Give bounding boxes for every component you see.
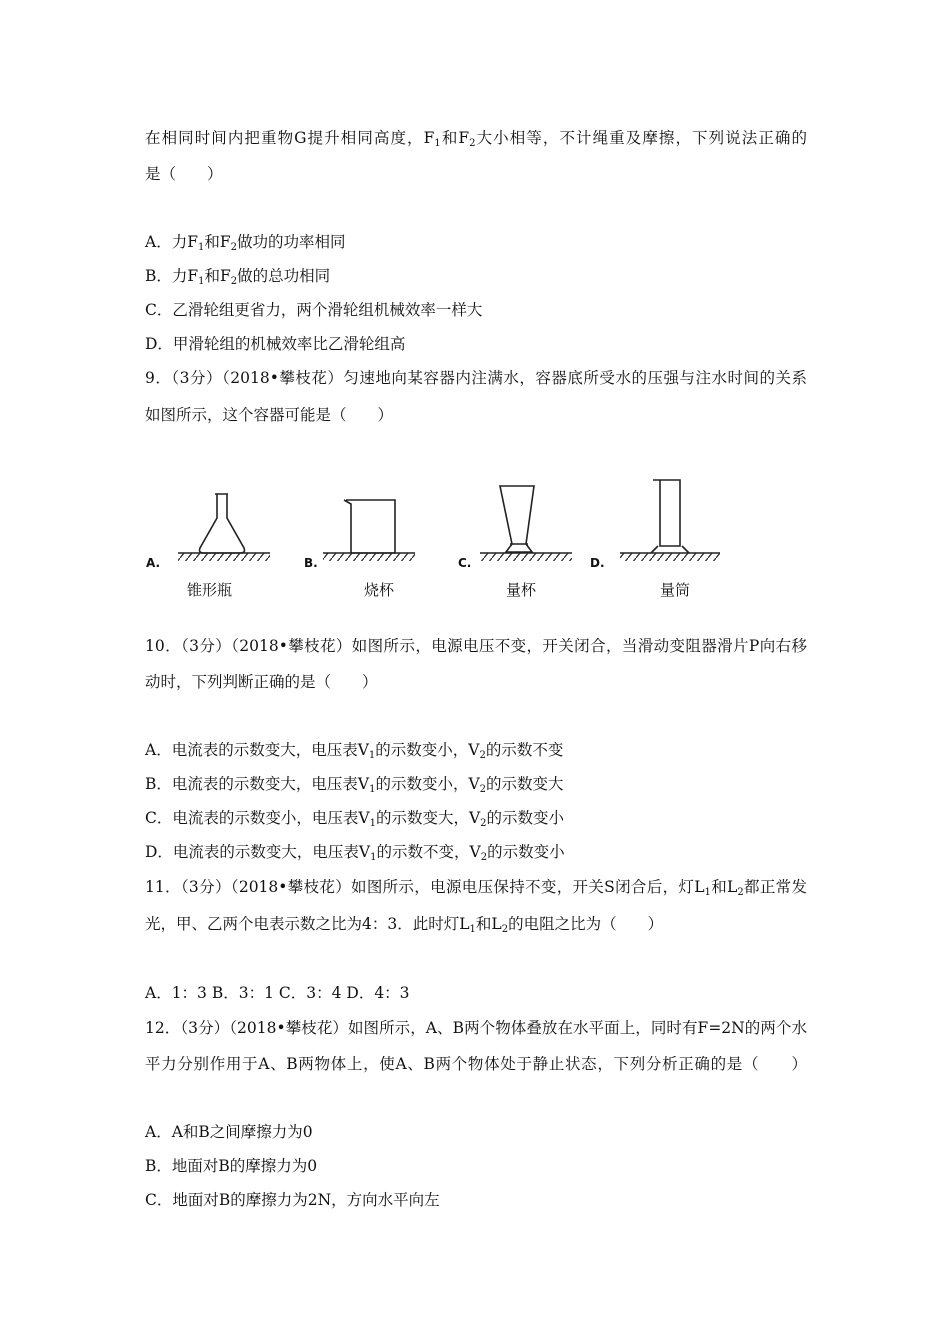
graduated-cylinder-icon: [620, 480, 720, 561]
option-label-c: C.: [458, 556, 472, 570]
conical-flask-icon: [178, 494, 270, 561]
q12-option-c: C．地面对B的摩擦力为2N，方向水平向左: [145, 1191, 440, 1209]
q8-option-c: C．乙滑轮组更省力，两个滑轮组机械效率一样大: [145, 301, 483, 319]
q12-option-b: B．地面对B的摩擦力为0: [145, 1157, 318, 1175]
q10-stem-line2: 动时，下列判断正确的是（ ）: [145, 673, 378, 691]
option-label-d: D.: [590, 556, 605, 570]
q8-option-b: B．力$F_1$和$F_2$做的总功相同: [145, 267, 331, 287]
q8-option-a: A．力$F_1$和$F_2$做功的功率相同: [145, 233, 346, 253]
q11-stem-line1: 11．（3分）（2018•攀枝花）如图所示，电源电压保持不变，开关S闭合后，灯$L_1$和$L_2$都正常发: [145, 878, 807, 898]
q9-stem-line1: 9．（3分）（2018•攀枝花）匀速地向某容器内注满水，容器底所受水的压强与注水时间的关系: [145, 369, 807, 387]
q8-stem-line1: 在相同时间内把重物G提升相同高度，$F_1$和$F_2$大小相等，不计绳重及摩擦，下列说法正确的: [145, 129, 807, 149]
q8-option-d: D．甲滑轮组的机械效率比乙滑轮组高: [145, 335, 406, 353]
q12-stem-line1: 12．（3分）（2018•攀枝花）如图所示，A、B两个物体叠放在水平面上，同时有F=2N的两个水: [145, 1019, 807, 1037]
caption-graduated-cylinder: 量筒: [660, 581, 691, 599]
q10-option-a: A．电流表的示数变大，电压表$V_1$的示数变小，$V_2$的示数不变: [145, 741, 564, 761]
caption-measuring-cup: 量杯: [506, 581, 537, 599]
caption-conical-flask: 锥形瓶: [187, 581, 233, 599]
q10-option-d: D．电流表的示数变大，电压表$V_1$的示数不变，$V_2$的示数变小: [145, 843, 565, 863]
q10-option-c: C．电流表的示数变小，电压表$V_1$的示数变大，$V_2$的示数变小: [145, 809, 565, 829]
q10-option-b: B．电流表的示数变大，电压表$V_1$的示数变小，$V_2$的示数变大: [145, 775, 564, 795]
q9-stem-line2: 如图所示，这个容器可能是（ ）: [145, 406, 394, 424]
q11-options: A．1：3 B．3：1 C．3：4 D．4：3: [145, 984, 410, 1002]
option-label-a: A.: [146, 556, 161, 570]
beaker-icon: [323, 500, 415, 561]
q8-stem-line2: 是（ ）: [145, 165, 223, 183]
measuring-cup-icon: [480, 486, 572, 561]
q12-option-a: A．A和B之间摩擦力为0: [145, 1123, 313, 1141]
caption-beaker: 烧杯: [364, 581, 395, 599]
q11-stem-line2: 光，甲、乙两个电表示数之比为4：3．此时灯$L_1$和$L_2$的电阻之比为（ ）: [145, 915, 664, 935]
q10-stem-line1: 10．（3分）（2018•攀枝花）如图所示，电源电压不变，开关闭合，当滑动变阻器滑片P向右移: [145, 637, 807, 655]
option-label-b: B.: [304, 556, 318, 570]
q12-stem-line2: 平力分别作用于A、B两物体上，使A、B两个物体处于静止状态，下列分析正确的是（ ）: [145, 1055, 807, 1073]
q9-container-figure: [140, 478, 740, 608]
